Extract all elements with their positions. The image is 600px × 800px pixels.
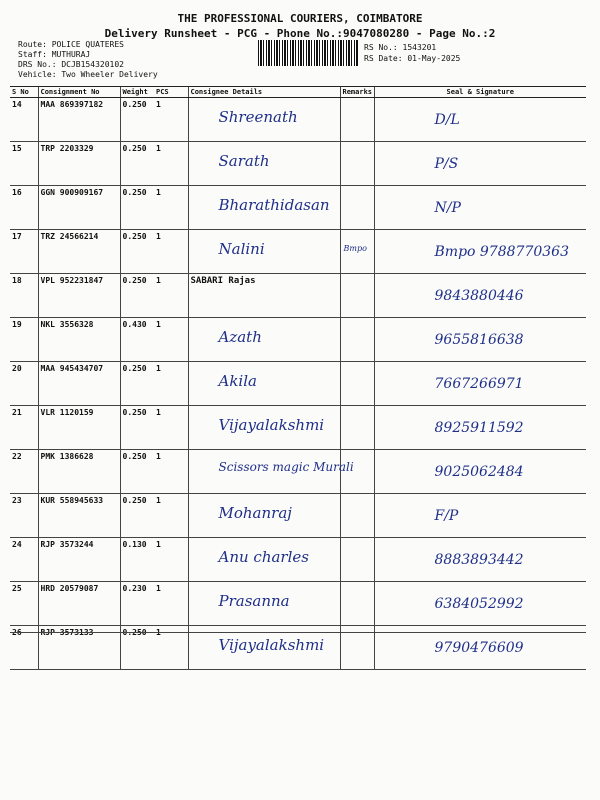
cell-weight: 0.250: [120, 626, 154, 670]
cell-remarks: [340, 494, 374, 538]
cell-consignment: RJP 3573244: [38, 538, 120, 582]
signature-handwritten: 8883893442: [434, 552, 524, 568]
table-row: [10, 494, 586, 538]
consignee-handwritten-name: SABARI Rajas: [190, 276, 256, 286]
col-sno: S No: [10, 87, 38, 98]
cell-consignment: HRD 20579087: [38, 582, 120, 626]
cell-weight: 0.250: [120, 362, 154, 406]
signature-handwritten: Bmpo 9788770363: [434, 244, 569, 260]
cell-consignee: [188, 582, 340, 626]
cell-sno: 19: [10, 318, 38, 362]
consignee-handwritten-name: Anu charles: [218, 548, 309, 566]
cell-consignment: NKL 3556328: [38, 318, 120, 362]
cell-pcs: 1: [154, 274, 188, 318]
barcode: [258, 40, 358, 66]
consignee-handwritten-name: Azath: [218, 328, 262, 346]
cell-pcs: 1: [154, 362, 188, 406]
col-consignment: Consignment No: [38, 87, 120, 98]
cell-remarks: [340, 186, 374, 230]
cell-pcs: 1: [154, 450, 188, 494]
consignee-handwritten-name: Nalini: [218, 240, 265, 258]
route: Route: POLICE QUATERES: [18, 40, 124, 49]
cell-signature: [374, 362, 586, 406]
cell-pcs: 1: [154, 494, 188, 538]
cell-remarks: [340, 406, 374, 450]
signature-handwritten: 7667266971: [434, 376, 524, 392]
cell-consignee: [188, 230, 340, 274]
cell-consignment: KUR 558945633: [38, 494, 120, 538]
cell-remarks: [340, 98, 374, 142]
table-row: [10, 406, 586, 450]
cell-sno: 17: [10, 230, 38, 274]
route-info: [18, 40, 158, 80]
rs-date: RS Date: 01-May-2025: [364, 54, 461, 63]
cell-signature: [374, 186, 586, 230]
signature-handwritten: 9790476609: [434, 640, 524, 656]
cell-remarks: [340, 142, 374, 186]
consignee-handwritten-name: Sarath: [218, 152, 270, 170]
cell-sno: 23: [10, 494, 38, 538]
cell-weight: 0.250: [120, 142, 154, 186]
cell-sno: 25: [10, 582, 38, 626]
signature-handwritten: 9843880446: [434, 288, 524, 304]
signature-handwritten: 6384052992: [434, 596, 524, 612]
cell-pcs: 1: [154, 406, 188, 450]
rs-info: [364, 42, 460, 64]
cell-weight: 0.130: [120, 538, 154, 582]
table-row: [10, 274, 586, 318]
cell-consignment: GGN 900909167: [38, 186, 120, 230]
cell-consignee: [188, 98, 340, 142]
cell-weight: 0.250: [120, 186, 154, 230]
cell-pcs: 1: [154, 186, 188, 230]
signature-handwritten: P/S: [434, 156, 459, 172]
cell-consignee: [188, 494, 340, 538]
col-signature: Seal & Signature: [374, 87, 586, 98]
signature-handwritten: N/P: [434, 200, 461, 216]
cell-remarks: [340, 230, 374, 274]
cell-consignee: [188, 406, 340, 450]
cell-consignment: PMK 1386628: [38, 450, 120, 494]
table-row: [10, 186, 586, 230]
cell-sno: 14: [10, 98, 38, 142]
cell-remarks: [340, 450, 374, 494]
consignee-handwritten-name: Mohanraj: [218, 504, 292, 522]
cell-pcs: 1: [154, 538, 188, 582]
table-body: [10, 98, 586, 670]
cell-sno: 22: [10, 450, 38, 494]
cell-sno: 18: [10, 274, 38, 318]
signature-handwritten: 8925911592: [434, 420, 524, 436]
cell-consignee: [188, 186, 340, 230]
cell-weight: 0.230: [120, 582, 154, 626]
cell-weight: 0.250: [120, 406, 154, 450]
col-consignee: Consignee Details: [188, 87, 340, 98]
cell-remarks: [340, 538, 374, 582]
cell-signature: [374, 142, 586, 186]
cell-consignee: [188, 538, 340, 582]
col-pcs: PCS: [154, 87, 188, 98]
cell-consignee: [188, 362, 340, 406]
signature-handwritten: F/P: [434, 508, 459, 524]
cell-weight: 0.250: [120, 450, 154, 494]
consignee-handwritten-name: Vijayalakshmi: [218, 416, 325, 434]
cell-signature: [374, 230, 586, 274]
table-row: [10, 538, 586, 582]
table-row: [10, 98, 586, 142]
cell-sno: 21: [10, 406, 38, 450]
consignee-handwritten-name: Vijayalakshmi: [218, 636, 325, 654]
consignee-handwritten-name: Prasanna: [218, 592, 290, 610]
table-row: [10, 582, 586, 626]
consignee-handwritten-name: Bharathidasan: [218, 196, 330, 214]
cell-signature: [374, 98, 586, 142]
signature-handwritten: 9655816638: [434, 332, 524, 348]
cell-remarks: [340, 274, 374, 318]
table-row: [10, 230, 586, 274]
cell-signature: [374, 450, 586, 494]
table-row: [10, 318, 586, 362]
cell-weight: 0.430: [120, 318, 154, 362]
cell-pcs: 1: [154, 230, 188, 274]
cell-consignment: VLR 1120159: [38, 406, 120, 450]
table-row: [10, 450, 586, 494]
cell-consignment: VPL 952231847: [38, 274, 120, 318]
remark-handwritten: Bmpo: [343, 244, 367, 253]
cell-consignment: RJP 3573133: [38, 626, 120, 670]
cell-signature: [374, 274, 586, 318]
cell-sno: 26: [10, 626, 38, 670]
cell-signature: [374, 582, 586, 626]
cell-remarks: [340, 582, 374, 626]
signature-handwritten: D/L: [434, 112, 460, 128]
table-header-row: [10, 87, 586, 98]
document-subtitle: Delivery Runsheet - PCG - Phone No.:9047080280 - Page No.:2: [104, 27, 496, 40]
cell-consignment: TRZ 24566214: [38, 230, 120, 274]
cell-signature: [374, 318, 586, 362]
consignee-handwritten-name: Shreenath: [218, 108, 298, 126]
cell-consignment: MAA 869397182: [38, 98, 120, 142]
cell-consignment: MAA 945434707: [38, 362, 120, 406]
col-weight: Weight: [120, 87, 154, 98]
col-remarks: Remarks: [340, 87, 374, 98]
cell-pcs: 1: [154, 626, 188, 670]
cell-sno: 15: [10, 142, 38, 186]
cell-sno: 16: [10, 186, 38, 230]
vehicle: Vehicle: Two Wheeler Delivery: [18, 70, 158, 79]
cell-sno: 24: [10, 538, 38, 582]
runsheet-table: [10, 86, 586, 670]
cell-signature: [374, 406, 586, 450]
cell-consignee: [188, 142, 340, 186]
cell-pcs: 1: [154, 142, 188, 186]
cell-weight: 0.250: [120, 274, 154, 318]
cell-weight: 0.250: [120, 230, 154, 274]
cell-consignment: TRP 2203329: [38, 142, 120, 186]
cell-signature: [374, 494, 586, 538]
cell-pcs: 1: [154, 318, 188, 362]
cell-sno: 20: [10, 362, 38, 406]
cell-pcs: 1: [154, 98, 188, 142]
drs-number: DRS No.: DCJB154320102: [18, 60, 124, 69]
table-row: [10, 362, 586, 406]
cell-pcs: 1: [154, 582, 188, 626]
table-row: [10, 142, 586, 186]
rs-number: RS No.: 1543201: [364, 43, 437, 52]
cell-consignee: [188, 450, 354, 494]
signature-handwritten: 9025062484: [434, 464, 524, 480]
cell-consignee: [188, 318, 340, 362]
cell-consignee: [188, 274, 340, 318]
table-bottom-rule: [10, 632, 586, 633]
cell-weight: 0.250: [120, 494, 154, 538]
document-title: THE PROFESSIONAL COURIERS, COIMBATORE: [177, 12, 423, 25]
staff: Staff: MUTHURAJ: [18, 50, 91, 59]
cell-signature: [374, 538, 586, 582]
consignee-handwritten-name: Scissors magic Murali: [218, 460, 354, 474]
cell-weight: 0.250: [120, 98, 154, 142]
consignee-handwritten-name: Akila: [218, 372, 257, 390]
cell-remarks: [340, 362, 374, 406]
cell-remarks: [340, 318, 374, 362]
